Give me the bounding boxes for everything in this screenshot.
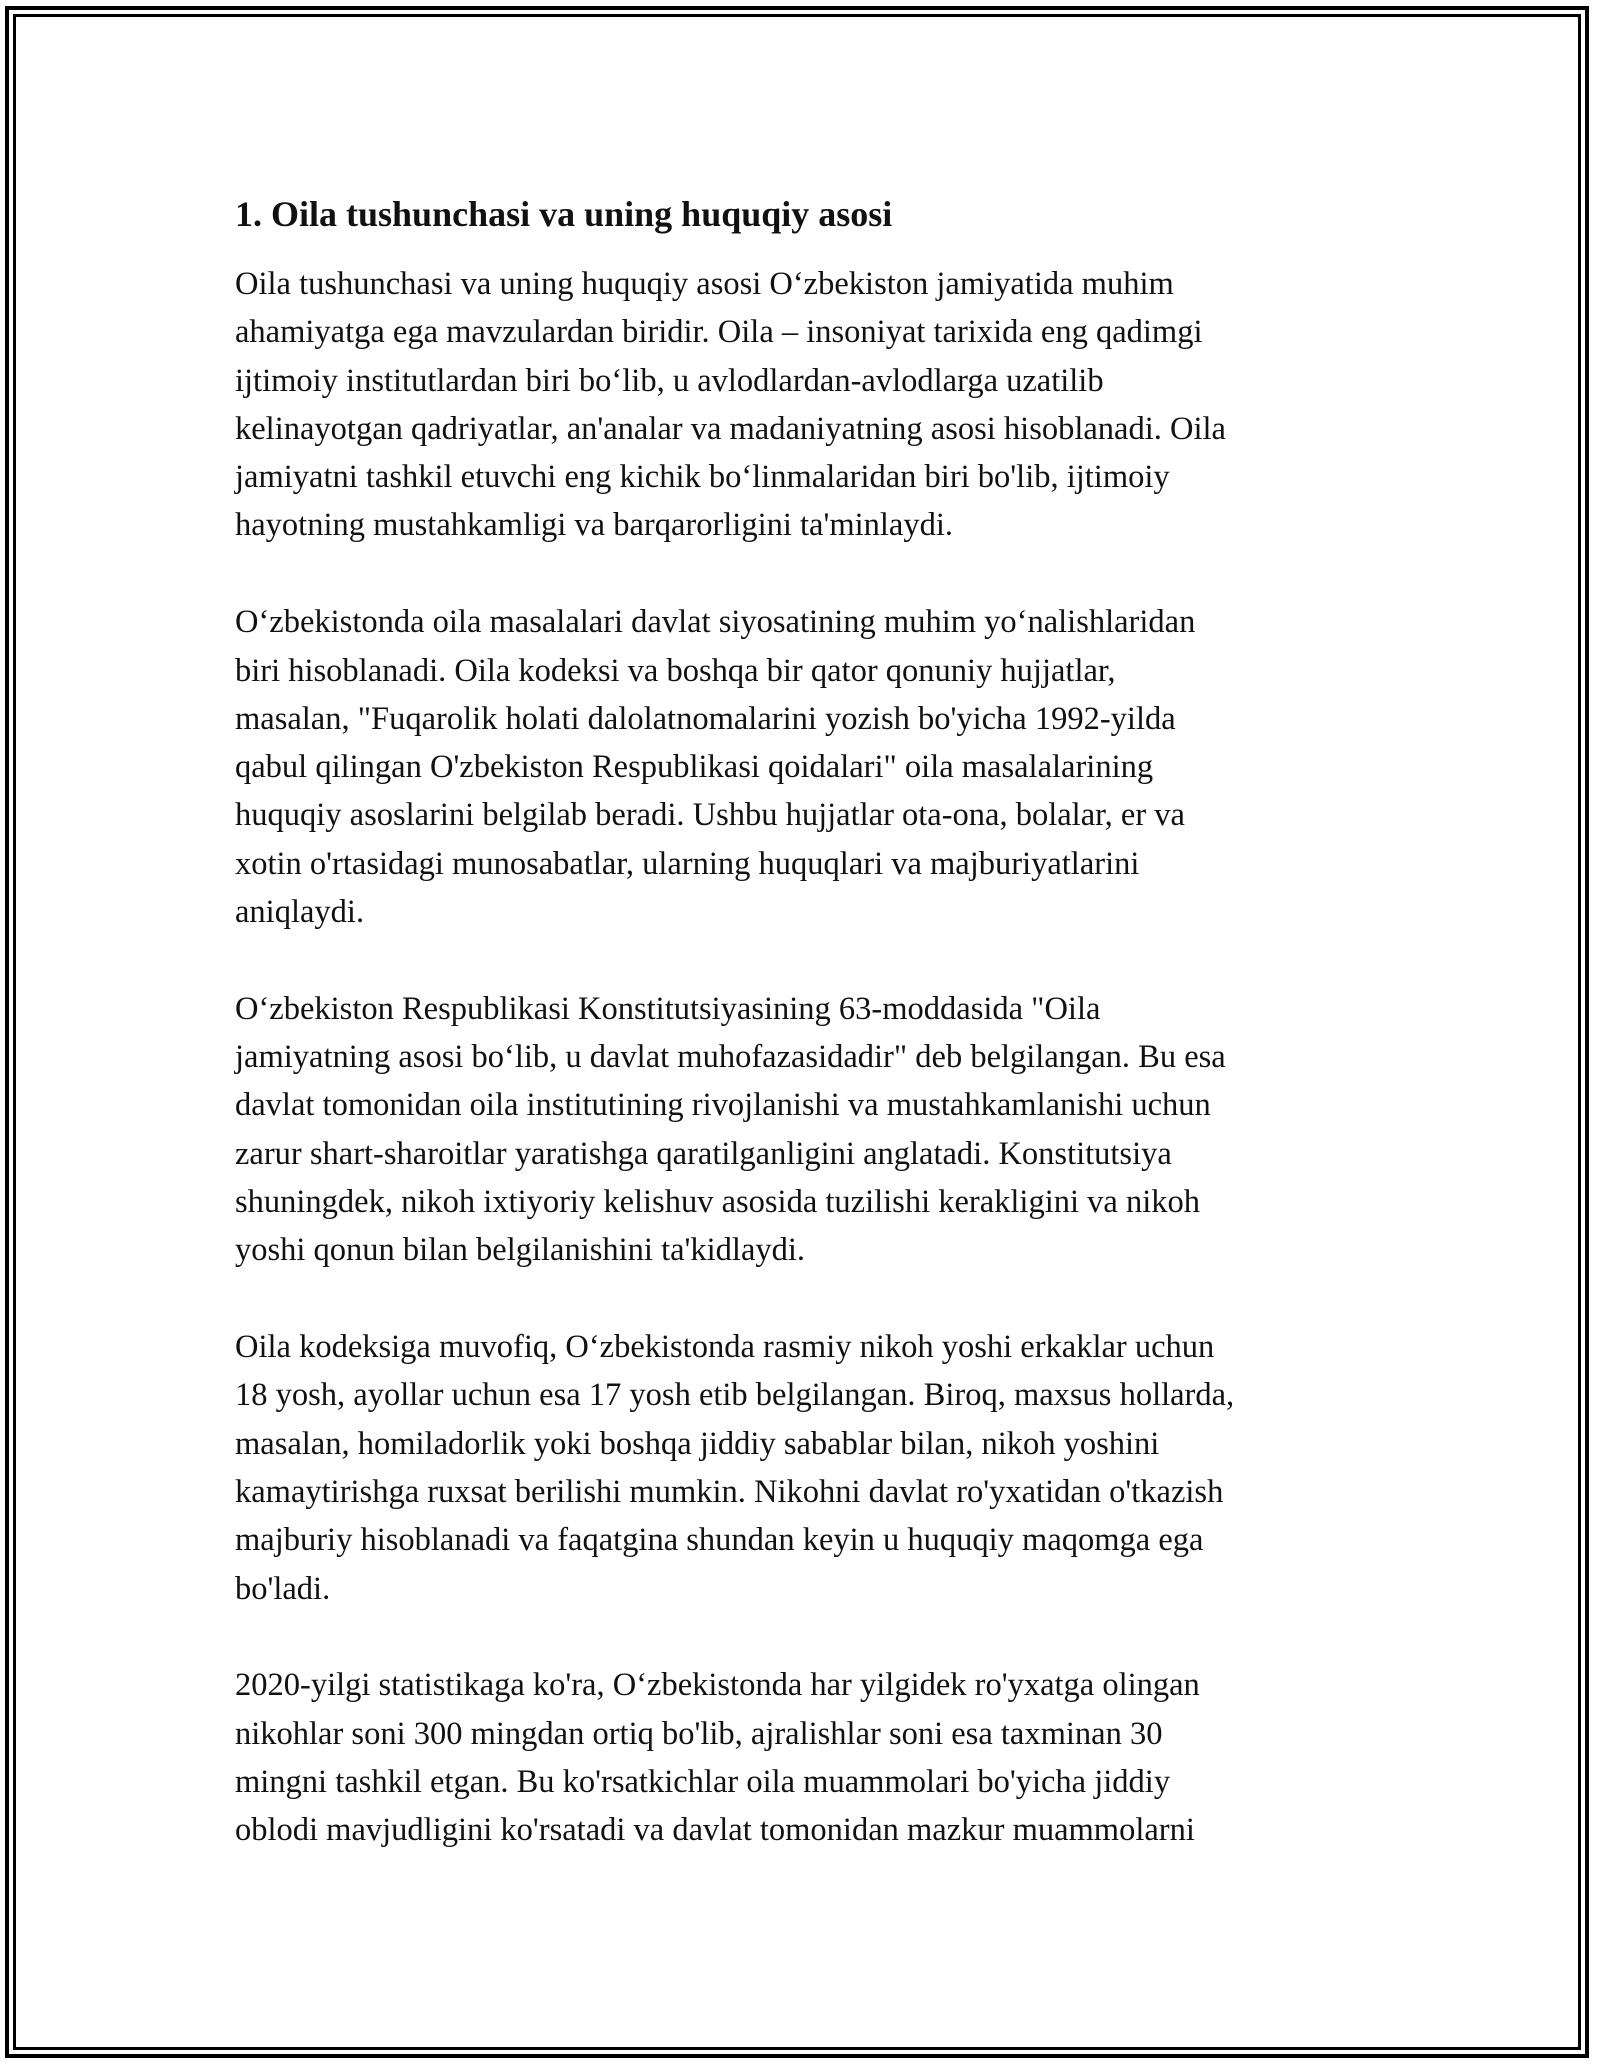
paragraph-line: ijtimoiy institutlardan biri bo‘lib, u avlodlardan-avlodlarga uzatilib bbox=[235, 362, 1104, 399]
paragraph-line: masalan, "Fuqarolik holati dalolatnomalarini yozish bo'yicha 1992-yilda bbox=[235, 700, 1176, 737]
paragraph-line: shuningdek, nikoh ixtiyoriy kelishuv asosida tuzilishi kerakligini va nikoh bbox=[235, 1184, 1200, 1221]
paragraph-line: nikohlar soni 300 mingdan ortiq bo'lib, ajralishlar soni esa taxminan 30 bbox=[235, 1715, 1163, 1752]
paragraph-line: bo'ladi. bbox=[235, 1570, 331, 1607]
section-heading: 1. Oila tushunchasi va uning huquqiy asosi bbox=[235, 194, 893, 234]
paragraph-line: O‘zbekistonda oila masalalari davlat siyosatining muhim yo‘nalishlaridan bbox=[235, 604, 1196, 641]
paragraph-line: jamiyatni tashkil etuvchi eng kichik bo‘linmalaridan biri bo'lib, ijtimoiy bbox=[235, 459, 1170, 496]
paragraph-line: mingni tashkil etgan. Bu ko'rsatkichlar oila muammolari bo'yicha jiddiy bbox=[235, 1764, 1171, 1801]
paragraph-line: jamiyatning asosi bo‘lib, u davlat muhofazasidadir" deb belgilangan. Bu esa bbox=[235, 1039, 1226, 1076]
paragraph-line: xotin o'rtasidagi munosabatlar, ularning huquqlari va majburiyatlarini bbox=[235, 845, 1140, 882]
paragraph-line: zarur shart-sharoitlar yaratishga qaratilganligini anglatadi. Konstitutsiya bbox=[235, 1135, 1172, 1172]
paragraph-line: biri hisoblanadi. Oila kodeksi va boshqa bir qator qonuniy hujjatlar, bbox=[235, 652, 1116, 689]
paragraph-line: kamaytirishga ruxsat berilishi mumkin. Nikohni davlat ro'yxatidan o'tkazish bbox=[235, 1474, 1224, 1511]
paragraph-2 bbox=[235, 598, 1375, 936]
paragraph-1 bbox=[235, 260, 1375, 550]
paragraph-line: majburiy hisoblanadi va faqatgina shundan keyin u huquqiy maqomga ega bbox=[235, 1522, 1204, 1559]
paragraph-3 bbox=[235, 985, 1375, 1275]
paragraph-line: kelinayotgan qadriyatlar, an'analar va madaniyatning asosi hisoblanadi. Oila bbox=[235, 410, 1226, 447]
paragraph-line: Oila kodeksiga muvofiq, O‘zbekistonda rasmiy nikoh yoshi erkaklar uchun bbox=[235, 1329, 1215, 1366]
paragraph-line: aniqlaydi. bbox=[235, 894, 365, 931]
paragraph-4 bbox=[235, 1323, 1375, 1613]
paragraph-line: Oila tushunchasi va uning huquqiy asosi O‘zbekiston jamiyatida muhim bbox=[235, 266, 1174, 302]
paragraph-line: yoshi qonun bilan belgilanishini ta'kidlaydi. bbox=[235, 1232, 806, 1269]
paragraph-5 bbox=[235, 1661, 1375, 1854]
paragraph-line: ahamiyatga ega mavzulardan biridir. Oila – insoniyat tarixida eng qadimgi bbox=[235, 314, 1203, 351]
paragraph-line: oblodi mavjudligini ko'rsatadi va davlat tomonidan mazkur muammolarni bbox=[235, 1812, 1195, 1849]
document-body bbox=[235, 188, 1375, 1903]
paragraph-line: huquqiy asoslarini belgilab beradi. Ushbu hujjatlar ota-ona, bolalar, er va bbox=[235, 797, 1185, 834]
paragraph-line: davlat tomonidan oila institutining rivojlanishi va mustahkamlanishi uchun bbox=[235, 1087, 1211, 1124]
paragraph-line: qabul qilingan O'zbekiston Respublikasi qoidalari" oila masalalarining bbox=[235, 749, 1154, 786]
paragraph-line: 2020-yilgi statistikaga ko'ra, O‘zbekistonda har yilgidek ro'yxatga olingan bbox=[235, 1667, 1200, 1704]
paragraph-line: 18 yosh, ayollar uchun esa 17 yosh etib belgilangan. Biroq, maxsus hollarda, bbox=[235, 1377, 1235, 1414]
paragraph-line: hayotning mustahkamligi va barqarorligini ta'minlaydi. bbox=[235, 507, 953, 544]
paragraph-line: O‘zbekiston Respublikasi Konstitutsiyasining 63-moddasida "Oila bbox=[235, 990, 1101, 1027]
paragraph-line: masalan, homiladorlik yoki boshqa jiddiy sabablar bilan, nikoh yoshini bbox=[235, 1425, 1160, 1462]
